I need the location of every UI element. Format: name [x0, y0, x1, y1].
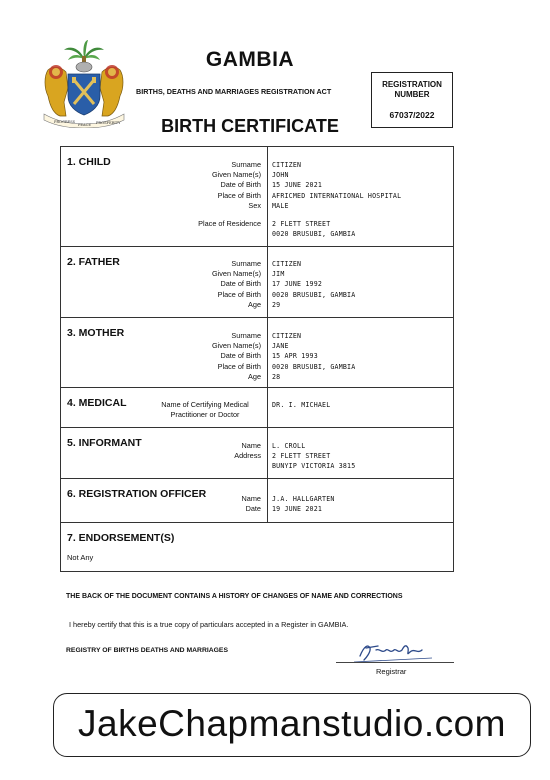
field-value: 17 JUNE 1992: [272, 280, 323, 289]
field-value: JANE: [272, 342, 289, 351]
section-endorsement: [61, 523, 453, 571]
watermark-banner: [53, 693, 531, 757]
svg-text:PROGRESS: PROGRESS: [54, 120, 76, 124]
section-heading-mother: 3. MOTHER: [67, 327, 125, 339]
section-heading-officer: 6. REGISTRATION OFFICER: [67, 488, 207, 500]
registrar-signature: [352, 640, 442, 664]
field-label: Sex: [248, 200, 261, 210]
column-divider: [267, 318, 268, 387]
section-mother: [61, 318, 453, 388]
field-value: CITIZEN: [272, 332, 302, 340]
registration-number: 67037/2022: [389, 110, 435, 120]
field-value: CITIZEN: [272, 161, 302, 169]
column-divider: [267, 147, 268, 246]
section-registration-officer: [61, 479, 453, 523]
field-value: AFRICMED INTERNATIONAL HOSPITAL: [272, 191, 402, 200]
field-label: Surname: [231, 259, 261, 268]
signature-line: [336, 662, 454, 663]
column-divider: [267, 479, 268, 522]
field-value: 2 FLETT STREET: [272, 452, 331, 461]
field-value: DR. I. MICHAEL: [272, 401, 331, 409]
field-label: Surname: [231, 160, 261, 169]
field-value: 2 FLETT STREET: [272, 220, 331, 229]
section-medical: [61, 388, 453, 428]
registration-label-line2: NUMBER: [394, 90, 430, 99]
registration-label-line1: REGISTRATION: [382, 80, 442, 89]
certificate-title: BIRTH CERTIFICATE: [161, 116, 339, 136]
field-label: Name: [241, 494, 261, 503]
section-heading-informant: 5. INFORMANT: [67, 437, 142, 449]
field-value: 0020 BRUSUBI, GAMBIA: [272, 290, 356, 299]
field-label: Place of Residence: [198, 219, 261, 229]
palm-crest-icon: [64, 40, 104, 64]
section-informant: [61, 428, 453, 479]
field-label: Age: [248, 371, 261, 381]
field-value: L. CROLL: [272, 442, 306, 450]
certification-statement: I hereby certify that this is a true copy of particulars accepted in a Register in GAMBIA.: [69, 620, 349, 629]
field-label: Date of Birth: [220, 279, 261, 289]
field-value: JOHN: [272, 171, 289, 180]
act-name: BIRTHS, DEATHS AND MARRIAGES REGISTRATION ACT: [136, 87, 332, 96]
field-label: Practitioner or Doctor: [170, 410, 240, 420]
field-value: 0020 BRUSUBI, GAMBIA: [272, 362, 356, 371]
field-value: JIM: [272, 270, 285, 279]
country-name: GAMBIA: [205, 48, 295, 71]
field-label: Given Name(s): [211, 170, 261, 180]
field-label: Age: [248, 299, 261, 309]
field-label: Name: [241, 441, 261, 450]
lion-supporter-right-icon: [100, 65, 123, 116]
field-value: CITIZEN: [272, 260, 302, 268]
registration-number-box: [371, 72, 453, 128]
field-value: 19 JUNE 2021: [272, 505, 323, 514]
field-label: Place of Birth: [217, 190, 261, 200]
section-child: [61, 147, 453, 247]
section-heading-child: 1. CHILD: [67, 156, 111, 168]
field-value: 28: [272, 372, 281, 381]
field-value: MALE: [272, 201, 289, 210]
watermark-text: JakeChapmanstudio.com: [78, 703, 506, 744]
field-label: Address: [234, 451, 261, 461]
field-label: Given Name(s): [211, 269, 261, 279]
shield-icon: [68, 74, 100, 115]
field-label: Date of Birth: [220, 180, 261, 190]
motto-ribbon: [44, 114, 124, 128]
field-value: 29: [272, 300, 281, 309]
svg-text:PEACE: PEACE: [78, 123, 92, 127]
field-label: Place of Birth: [217, 289, 261, 299]
registrar-label: Registrar: [376, 667, 407, 676]
field-label: Place of Birth: [217, 361, 261, 371]
child-labels: [157, 160, 261, 229]
lion-supporter-left-icon: [45, 65, 68, 116]
field-label: Name of Certifying Medical: [161, 400, 249, 409]
field-value: 15 JUNE 2021: [272, 181, 323, 190]
column-divider: [267, 388, 268, 427]
field-label: Surname: [231, 331, 261, 340]
section-father: [61, 247, 453, 318]
back-of-document-note: THE BACK OF THE DOCUMENT CONTAINS A HISTORY OF CHANGES OF NAME AND CORRECTIONS: [66, 593, 403, 600]
child-values: [272, 160, 452, 239]
field-value: 0020 BRUSUBI, GAMBIA: [272, 230, 356, 239]
certificate-table: [60, 146, 454, 572]
field-value: 15 APR 1993: [272, 352, 318, 361]
registry-name: REGISTRY OF BIRTHS DEATHS AND MARRIAGES: [66, 647, 228, 654]
svg-text:PROSPERITY: PROSPERITY: [96, 121, 121, 125]
column-divider: [267, 247, 268, 317]
field-label: Date of Birth: [220, 351, 261, 361]
endorsement-text: Not Any: [67, 553, 94, 562]
section-heading-medical: 4. MEDICAL: [67, 397, 127, 409]
field-value: BUNYIP VICTORIA 3815: [272, 462, 356, 471]
column-divider: [267, 428, 268, 478]
coat-of-arms-emblem: [38, 36, 130, 128]
field-label: Date: [245, 504, 261, 514]
field-value: J.A. HALLGARTEN: [272, 495, 335, 503]
section-heading-father: 2. FATHER: [67, 256, 120, 268]
section-heading-endorsement: 7. ENDORSEMENT(S): [67, 532, 175, 544]
field-label: Given Name(s): [211, 341, 261, 351]
